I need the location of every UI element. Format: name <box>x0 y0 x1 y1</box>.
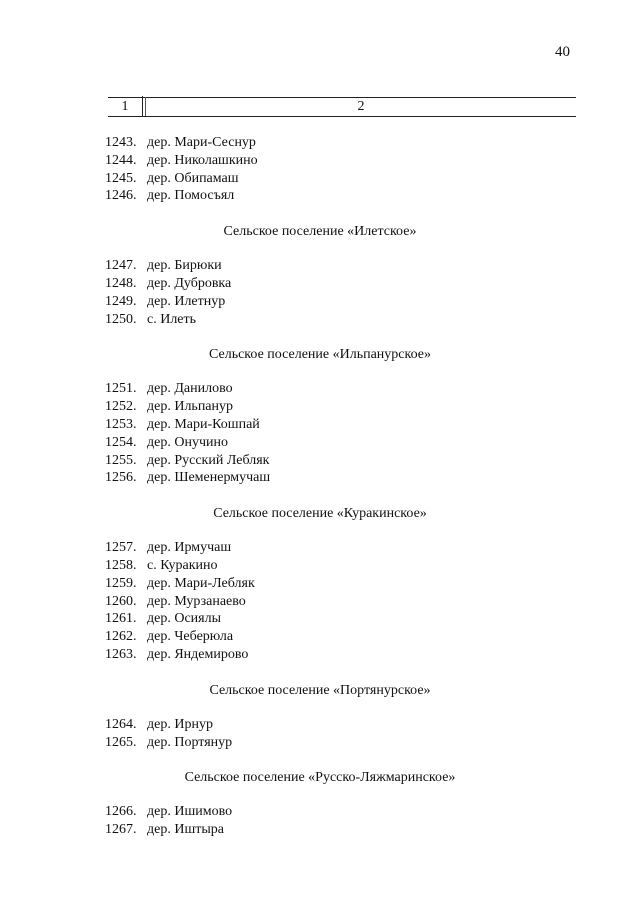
list-item <box>105 558 218 574</box>
list-item <box>105 470 270 486</box>
list-item-name: дер. Осиялы <box>147 611 221 626</box>
list-item-number: 1247. <box>105 258 137 273</box>
list-item-name: дер. Русский Лебляк <box>147 453 270 468</box>
list-item-name: дер. Дубровка <box>147 276 232 291</box>
list-item-number: 1250. <box>105 312 137 327</box>
list-item <box>105 453 269 469</box>
list-item-number: 1263. <box>105 647 137 662</box>
list-item-number: 1251. <box>105 381 137 396</box>
list-item <box>105 171 239 187</box>
list-item-number: 1266. <box>105 804 137 819</box>
list-item-name: дер. Мурзанаево <box>147 594 246 609</box>
list-item-name: дер. Ирмучаш <box>147 540 232 555</box>
list-item <box>105 804 232 820</box>
table-header-col2: 2 <box>357 99 365 114</box>
list-item-number: 1246. <box>105 188 137 203</box>
list-item <box>105 735 232 751</box>
list-item-name: дер. Мари-Кошпай <box>147 417 260 432</box>
section-title: Сельское поселение «Ильпанурское» <box>209 347 431 362</box>
list-item-number: 1257. <box>105 540 137 555</box>
list-item-name: дер. Шеменермучаш <box>147 470 271 485</box>
list-item-name: с. Куракино <box>147 558 218 573</box>
list-item-name: дер. Данилово <box>147 381 233 396</box>
table-header-col1: 1 <box>121 99 129 114</box>
list-item <box>105 381 233 397</box>
list-item-number: 1262. <box>105 629 137 644</box>
list-item <box>105 576 255 592</box>
list-item <box>105 399 233 415</box>
list-item-name: дер. Ишимово <box>147 804 233 819</box>
list-item-number: 1259. <box>105 576 137 591</box>
list-item <box>105 435 228 451</box>
section-title: Сельское поселение «Русско-Ляжмаринское» <box>184 770 456 785</box>
list-item-number: 1249. <box>105 294 137 309</box>
list-item-name: дер. Илетнур <box>147 294 226 309</box>
list-item <box>105 188 234 204</box>
list-item <box>105 611 221 627</box>
list-item-name: с. Илеть <box>147 312 197 327</box>
section-title: Сельское поселение «Портянурское» <box>209 683 431 698</box>
list-item-number: 1254. <box>105 435 137 450</box>
list-item-name: дер. Иштыра <box>147 822 224 837</box>
list-item-number: 1265. <box>105 735 137 750</box>
list-item <box>105 594 246 610</box>
list-item-name: дер. Яндемирово <box>147 647 249 662</box>
list-item-number: 1256. <box>105 470 137 485</box>
list-item <box>105 629 233 645</box>
list-item <box>105 294 225 310</box>
list-item-number: 1260. <box>105 594 137 609</box>
page-number: 40 <box>555 44 570 60</box>
list-item-name: дер. Мари-Сеснур <box>147 135 256 150</box>
section-title: Сельское поселение «Куракинское» <box>213 506 427 521</box>
list-item-number: 1261. <box>105 611 137 626</box>
list-item-name: дер. Мари-Лебляк <box>147 576 255 591</box>
list-item <box>105 276 231 292</box>
list-item-name: дер. Помосъял <box>147 188 235 203</box>
list-item-number: 1248. <box>105 276 137 291</box>
list-item-name: дер. Ильпанур <box>147 399 234 414</box>
list-item-number: 1243. <box>105 135 137 150</box>
list-item <box>105 417 260 433</box>
list-item-number: 1253. <box>105 417 137 432</box>
list-item <box>105 135 256 151</box>
list-item-name: дер. Обипамаш <box>147 171 239 186</box>
list-item-name: дер. Николашкино <box>147 153 258 168</box>
list-item <box>105 822 224 838</box>
list-item-name: дер. Бирюки <box>147 258 222 273</box>
list-item-number: 1264. <box>105 717 137 732</box>
section-title: Сельское поселение «Илетское» <box>223 224 417 239</box>
list-item <box>105 312 196 328</box>
list-item <box>105 717 213 733</box>
list-item-name: дер. Онучино <box>147 435 228 450</box>
list-item-name: дер. Ирнур <box>147 717 213 732</box>
list-item-number: 1258. <box>105 558 137 573</box>
list-item-name: дер. Чеберюла <box>147 629 234 644</box>
list-item-number: 1252. <box>105 399 137 414</box>
list-item <box>105 540 231 556</box>
list-item-number: 1245. <box>105 171 137 186</box>
list-item <box>105 647 248 663</box>
list-item-number: 1244. <box>105 153 137 168</box>
list-item <box>105 153 258 169</box>
list-item-name: дер. Портянур <box>147 735 233 750</box>
list-item <box>105 258 222 274</box>
list-item-number: 1255. <box>105 453 137 468</box>
list-item-number: 1267. <box>105 822 137 837</box>
